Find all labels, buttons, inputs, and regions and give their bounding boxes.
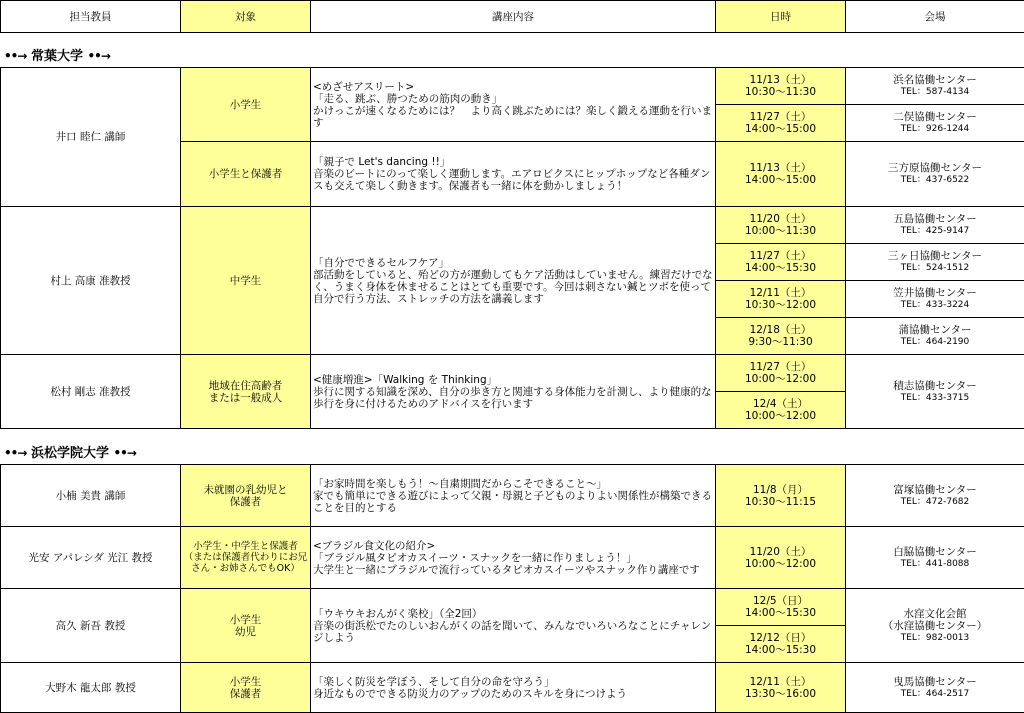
time: 9:30～11:30 [748,336,813,348]
section-table-tokoha [0,67,1024,429]
table-row [1,355,1024,392]
date: 11/27（土） [749,361,812,373]
header-teacher: 担当教員 [1,1,181,33]
venue-name: 富塚協働センター [893,483,977,496]
teacher-cell: 光安 アパレシダ 光江 教授 [1,527,181,589]
venue-name: 水窪文化会館 （水窪協働センター） [882,607,988,632]
time: 14:00～15:00 [744,174,817,186]
datetime-cell [716,626,846,663]
table-row [1,207,1024,244]
venue-cell [846,281,1024,318]
venue-name: 五島協働センター [893,213,977,225]
time: 14:00～15:30 [744,262,817,274]
header-table [0,0,1024,33]
venue-name: 白脇協働センター [893,545,977,558]
datetime-cell [716,105,846,142]
date: 11/27（土） [749,111,812,123]
section-name: 常葉大学 [30,49,83,64]
content-cell: 「親子で Let's dancing !!」 音楽のビートにのって楽しく運動します。エアロビクスにヒップホップなど各種ダンスも交えて楽しく動きます。保護者も一緒に体を動かしましょう！ [311,142,716,207]
venue-tel: TEL：587-4134 [900,87,970,97]
venue-tel: TEL：433-3224 [900,300,970,310]
teacher-cell: 高久 新吾 教授 [1,589,181,663]
date: 12/11（土） [749,675,812,688]
venue-name: 笠井協働センター [893,287,977,299]
datetime-cell [716,318,846,355]
venue-cell [846,589,1024,663]
venue-tel: TEL：926-1244 [900,124,970,134]
date: 12/4（土） [752,398,809,410]
datetime-cell [716,589,846,626]
venue-cell [846,142,1024,207]
venue-cell [846,318,1024,355]
target-cell: 小学生 [181,68,311,142]
date: 12/11（土） [749,287,812,299]
venue-tel: TEL：433-3715 [900,392,970,403]
target-cell: 中学生 [181,207,311,355]
venue-cell [846,355,1024,429]
venue-tel: TEL：441-8088 [900,558,970,569]
section-title-tokoha [4,47,110,65]
venue-name: 積志協働センター [893,379,977,392]
time: 10:00～11:30 [744,225,817,237]
table-row [1,663,1024,713]
datetime-cell [716,281,846,318]
section-name: 浜松学院大学 [30,446,109,461]
venue-tel: TEL：464-2190 [900,337,970,347]
datetime-cell [716,355,846,392]
arrow-icon: ••→ [4,49,27,63]
time: 10:30～11:30 [744,86,817,98]
date: 12/12（日） [749,632,812,644]
header-venue: 会場 [846,1,1024,33]
target-cell: 小学生と保護者 [181,142,311,207]
venue-name: 蒲協働センター [898,324,972,336]
table-row [1,68,1024,105]
date: 11/13（土） [749,74,812,86]
section-table-hamamatsu-gakuin [0,464,1024,713]
content-cell: 「自分でできるセルフケア」 部活動をしていると、殆どの方が運動してもケア活動はしていません。練習だけでなく、うまく身体を休ませることはとても重要です。今回は刺さない鍼とツボを使って自分で行う方法、ストレッチの方法を講義します [311,207,716,355]
venue-name: 二俣協働センター [893,111,977,123]
target-cell: 未就園の乳幼児と 保護者 [181,465,311,527]
target-cell: 小学生・中学生と保護者 （または保護者代わりにお兄さん・お姉さんでもOK） [181,527,311,589]
time: 13:30～16:00 [744,687,817,700]
datetime-cell [716,244,846,281]
target-cell: 地域在住高齢者 または一般成人 [181,355,311,429]
date: 11/20（土） [749,545,812,558]
venue-cell [846,663,1024,713]
content-cell: <健康増進>「Walking を Thinking」 歩行に関する知識を深め、自分の歩き方と関連する身体能力を計測し、より健康的な歩行を身に付けるためのアドバイスを行います [311,355,716,429]
date: 11/27（土） [749,250,812,262]
content-cell: 「楽しく防災を学ぼう、そして自分の命を守ろう」 身近なものでできる防災力のアップのためのスキルを身につけよう [311,663,716,713]
teacher-cell: 小楠 美貴 講師 [1,465,181,527]
section-title-hamamatsu-gakuin [4,444,136,462]
header-target: 対象 [181,1,311,33]
venue-tel: TEL：472-7682 [900,496,970,507]
content-cell: <めざせアスリート> 「走る、跳ぶ、勝つための筋肉の動き」 かけっこが速くなるためには？ より高く跳ぶためには？楽しく鍛える運動を行います [311,68,716,142]
venue-tel: TEL：982-0013 [900,632,970,643]
datetime-cell [716,68,846,105]
header-datetime: 日時 [716,1,846,33]
venue-tel: TEL：524-1512 [900,263,970,273]
table-row [1,527,1024,589]
date: 11/13（土） [749,162,812,174]
arrow-icon: ••→ [4,446,27,460]
datetime-cell [716,527,846,589]
time: 10:30～11:15 [744,495,817,508]
teacher-cell: 松村 剛志 准教授 [1,355,181,429]
venue-cell [846,465,1024,527]
teacher-cell: 井口 睦仁 講師 [1,68,181,207]
table-row [1,465,1024,527]
datetime-cell [716,392,846,429]
venue-cell [846,105,1024,142]
target-cell: 小学生 幼児 [181,589,311,663]
arrow-icon: ••→ [113,446,136,460]
time: 14:00～15:30 [744,607,817,619]
time: 14:00～15:00 [744,123,817,135]
table-row [1,589,1024,626]
venue-name: 三方原協働センター [887,162,983,174]
venue-name: 三ヶ日協働センター [887,250,983,262]
venue-cell [846,527,1024,589]
date: 12/18（土） [749,324,812,336]
teacher-cell: 大野木 龍太郎 教授 [1,663,181,713]
time: 10:30～12:00 [744,299,817,311]
venue-tel: TEL：464-2517 [900,688,970,699]
venue-name: 曳馬協働センター [893,675,977,688]
date: 11/8（月） [752,483,809,496]
datetime-cell [716,663,846,713]
date: 11/20（土） [749,213,812,225]
venue-cell [846,68,1024,105]
time: 10:00～12:00 [744,410,817,422]
venue-cell [846,207,1024,244]
datetime-cell [716,142,846,207]
venue-tel: TEL：425-9147 [900,226,970,236]
teacher-cell: 村上 高康 准教授 [1,207,181,355]
content-cell: 「お家時間を楽しもう！～自粛期間だからこそできること～」 家でも簡単にできる遊びによって父親・母親と子どものよりよい関係性が構築できることを目的とする [311,465,716,527]
time: 10:00～12:00 [744,373,817,385]
venue-name: 浜名協働センター [893,74,977,86]
datetime-cell [716,207,846,244]
time: 10:00～12:00 [744,557,817,570]
venue-cell [846,244,1024,281]
datetime-cell [716,465,846,527]
venue-tel: TEL：437-6522 [900,175,970,185]
date: 12/5（日） [752,595,809,607]
content-cell: <ブラジル食文化の紹介> 「ブラジル風タピオカスイーツ・スナックを一緒に作りましょう！」 大学生と一緒にブラジルで流行っているタピオカスイーツやスナック作り講座です [311,527,716,589]
content-cell: 「ウキウキおんがく楽校」（全2回） 音楽の街浜松でたのしいおんがくの話を聞いて、みんなでいろいろなことにチャレンジしよう [311,589,716,663]
header-content: 講座内容 [311,1,716,33]
time: 14:00～15:30 [744,644,817,656]
target-cell: 小学生 保護者 [181,663,311,713]
arrow-icon: ••→ [87,49,110,63]
